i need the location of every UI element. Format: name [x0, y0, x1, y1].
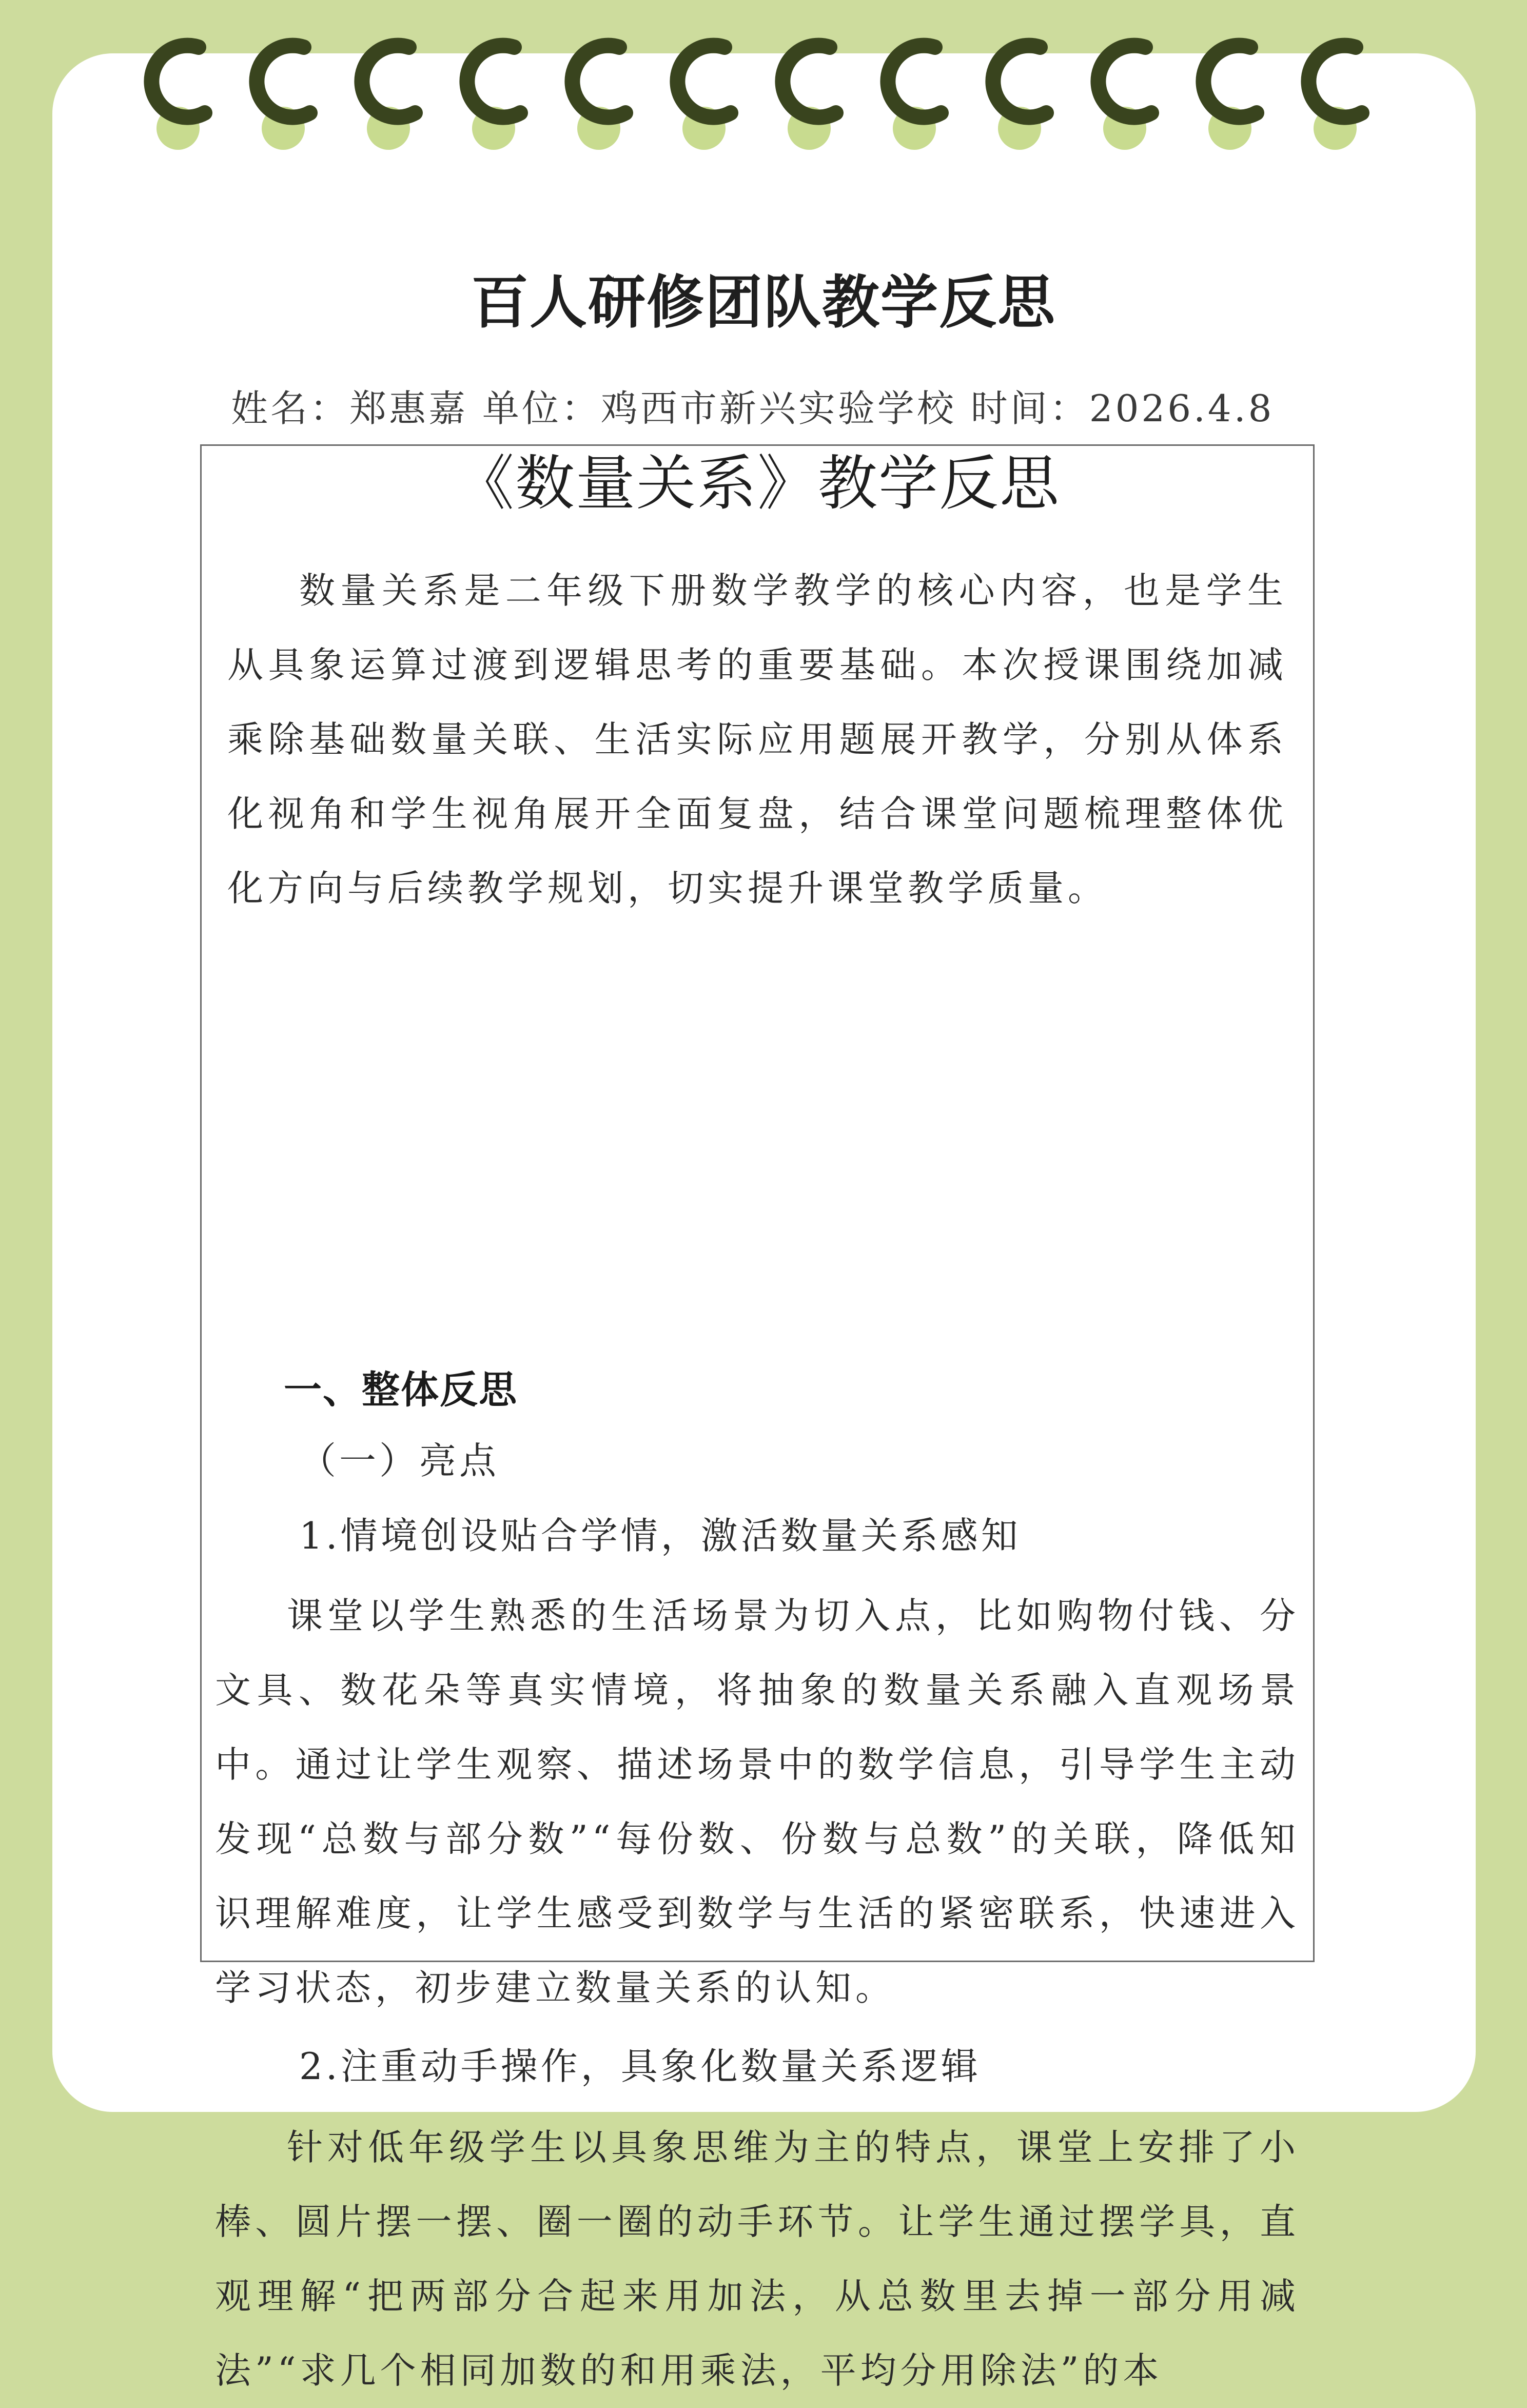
intro-paragraph: 数量关系是二年级下册数学教学的核心内容，也是学生从具象运算过渡到逻辑思考的重要基础。本次授课围绕加减乘除基础数量关联、生活实际应用题展开教学，分别从体系化视角和学生视角展开全面复盘，结合课堂问题梳理整体优化方向与后续教学规划，切实提升课堂教学质量。 — [227, 570, 1287, 909]
binding-ring — [782, 46, 836, 150]
binding-ring — [257, 46, 310, 150]
point-2-paragraph: 针对低年级学生以具象思维为主的特点，课堂上安排了小棒、圆片摆一摆、圈一圈的动手环节。让学生通过摆学具，直观理解“把两部分合起来用加法，从总数里去掉一部分用减法”“求几个相同加数的和用乘法，平均分用除法”的本 — [215, 2126, 1300, 2392]
binding-ring-arc — [1203, 46, 1257, 118]
point-1-paragraph: 课堂以学生熟悉的生活场景为切入点，比如购物付钱、分文具、数花朵等真实情境，将抽象的数量关系融入直观场景中。通过让学生观察、描述场景中的数学信息，引导学生主动发现“总数与部分数”“每份数、份数与总数”的关联，降低知识理解难度，让学生感受到数学与生活的紧密联系，快速进入学习状态，初步建立数量关系的认知。 — [215, 1595, 1300, 2009]
document-title: 百人研修团队教学反思 — [471, 269, 1056, 336]
subsection-heading-highlights: （一）亮点 — [299, 1439, 500, 1482]
binding-ring — [467, 46, 520, 150]
binding-ring-arc — [467, 46, 520, 118]
binding-ring — [1203, 46, 1257, 150]
binding-ring — [572, 46, 625, 150]
author-meta-line: 姓名：郑惠嘉 单位：鸡西市新兴实验学校 时间：2026.4.8 — [231, 387, 1275, 430]
binding-ring — [993, 46, 1046, 150]
binding-ring — [1098, 46, 1151, 150]
binding-ring-arc — [1098, 46, 1151, 118]
binding-ring-arc — [362, 46, 415, 118]
binding-ring-arc — [257, 46, 310, 118]
section-heading-overall: 一、整体反思 — [284, 1368, 518, 1412]
article-title: 《数量关系》教学反思 — [455, 449, 1060, 518]
binding-ring-arc — [151, 46, 205, 118]
binding-ring — [677, 46, 731, 150]
binding-ring — [1308, 46, 1362, 150]
binding-ring-arc — [572, 46, 625, 118]
spiral-binding — [0, 0, 1527, 164]
binding-ring — [151, 46, 205, 150]
binding-ring — [888, 46, 941, 150]
point-1-title: 1.情境创设贴合学情，激活数量关系感知 — [299, 1514, 1021, 1557]
binding-ring-arc — [782, 46, 836, 118]
binding-ring-arc — [1308, 46, 1362, 118]
point-2-title: 2.注重动手操作，具象化数量关系逻辑 — [299, 2045, 981, 2088]
binding-ring-arc — [888, 46, 941, 118]
binding-ring-arc — [993, 46, 1046, 118]
binding-ring-arc — [677, 46, 731, 118]
binding-ring — [362, 46, 415, 150]
content-frame — [200, 444, 1315, 2392]
